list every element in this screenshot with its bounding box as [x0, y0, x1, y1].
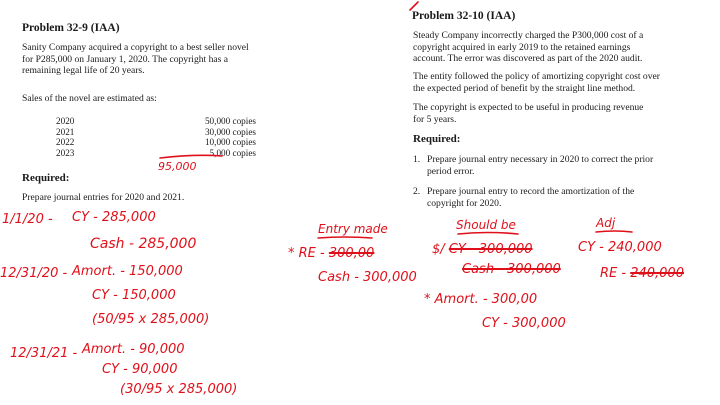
left-required-label: Required: [22, 172, 70, 184]
entry-2-credit: CY - 150,000 [92, 288, 176, 303]
problem-title-tick [410, 2, 418, 10]
entry-1-date: 1/1/20 - [2, 212, 53, 227]
required-item-2 [413, 186, 635, 209]
entry-1-debit: CY - 285,000 [72, 210, 156, 225]
right-required-label: Required: [413, 133, 461, 145]
left-problem-paragraph [22, 42, 249, 77]
should-be-heading: Should be [456, 218, 516, 232]
paragraph-line: the expected period of benefit by the straight line method. [413, 82, 636, 94]
paragraph-line: for 5 years. [413, 113, 457, 125]
should-be-line-1: $/ CY - 300,000 [432, 242, 533, 257]
right-paragraph-1 [413, 30, 643, 65]
required-item-1 [413, 154, 654, 177]
item-text: Prepare journal entry to record the amortization of the copyright for 2020. [427, 186, 635, 209]
entry-made-line-2: Cash - 300,000 [318, 270, 417, 285]
right-paragraph-3 [413, 102, 643, 125]
adj-heading: Adj [596, 216, 616, 230]
left-problem-title: Problem 32-9 (IAA) [22, 22, 120, 34]
paragraph-line: The copyright is expected to be useful in producing revenue [413, 102, 644, 113]
adj-underline [596, 231, 632, 232]
entry-2-debit: Amort. - 150,000 [72, 264, 183, 279]
paragraph-line: remaining legal life of 20 years. [22, 65, 145, 77]
should-be-line-2: Cash - 300,000 [462, 262, 561, 277]
entry-made-underline [318, 237, 372, 238]
should-be-line-3: * Amort. - 300,00 [424, 292, 538, 307]
entry-2-calc: (50/95 x 285,000) [92, 312, 210, 327]
entry-3-debit: Amort. - 90,000 [82, 342, 185, 357]
entry-2-date: 12/31/20 - [0, 266, 68, 281]
paragraph-line: Steady Company incorrectly charged the P300,000 cost of a [413, 30, 644, 41]
left-required-text: Prepare journal entries for 2020 and 2021. [22, 192, 185, 203]
table-row: 2020 50,000 copies [56, 116, 256, 126]
right-paragraph-2 [413, 71, 660, 94]
item-number: 2. [413, 186, 421, 197]
table-row: 2022 10,000 copies [56, 137, 256, 147]
adj-line-1: CY - 240,000 [578, 240, 662, 255]
item-text: Prepare journal entry necessary in 2020 to correct the prior period error. [427, 154, 654, 177]
entry-1-credit: Cash - 285,000 [90, 236, 197, 252]
table-row: 2021 30,000 copies [56, 126, 256, 137]
entry-3-credit: CY - 90,000 [102, 362, 178, 377]
paragraph-line: for P285,000 on January 1, 2020. The copyright has a [22, 53, 229, 65]
should-be-line-4: CY - 300,000 [482, 316, 566, 331]
paragraph-line: The entity followed the policy of amortizing copyright cost over [413, 71, 660, 82]
item-number: 1. [413, 154, 421, 165]
sales-table [56, 116, 256, 158]
total-copies-note: 95,000 [158, 160, 197, 173]
sales-intro: Sales of the novel are estimated as: [22, 93, 157, 104]
paragraph-line: account. The error was discovered as part of the 2020 audit. [413, 53, 643, 65]
adj-line-2: RE - 240,000 [600, 266, 684, 281]
right-problem-title: Problem 32-10 (IAA) [412, 10, 516, 22]
entry-3-calc: (30/95 x 285,000) [120, 382, 238, 397]
paragraph-line: copyright acquired in early 2019 to the retained earnings [413, 41, 631, 53]
table-row: 2023 5,000 copies [56, 147, 256, 158]
entry-3-date: 12/31/21 - [10, 346, 78, 361]
should-be-underline [458, 233, 518, 235]
paragraph-line: Sanity Company acquired a copyright to a best seller novel [22, 42, 249, 53]
entry-made-line-1: * RE - 300,00 [288, 246, 375, 261]
entry-made-heading: Entry made [318, 222, 388, 236]
